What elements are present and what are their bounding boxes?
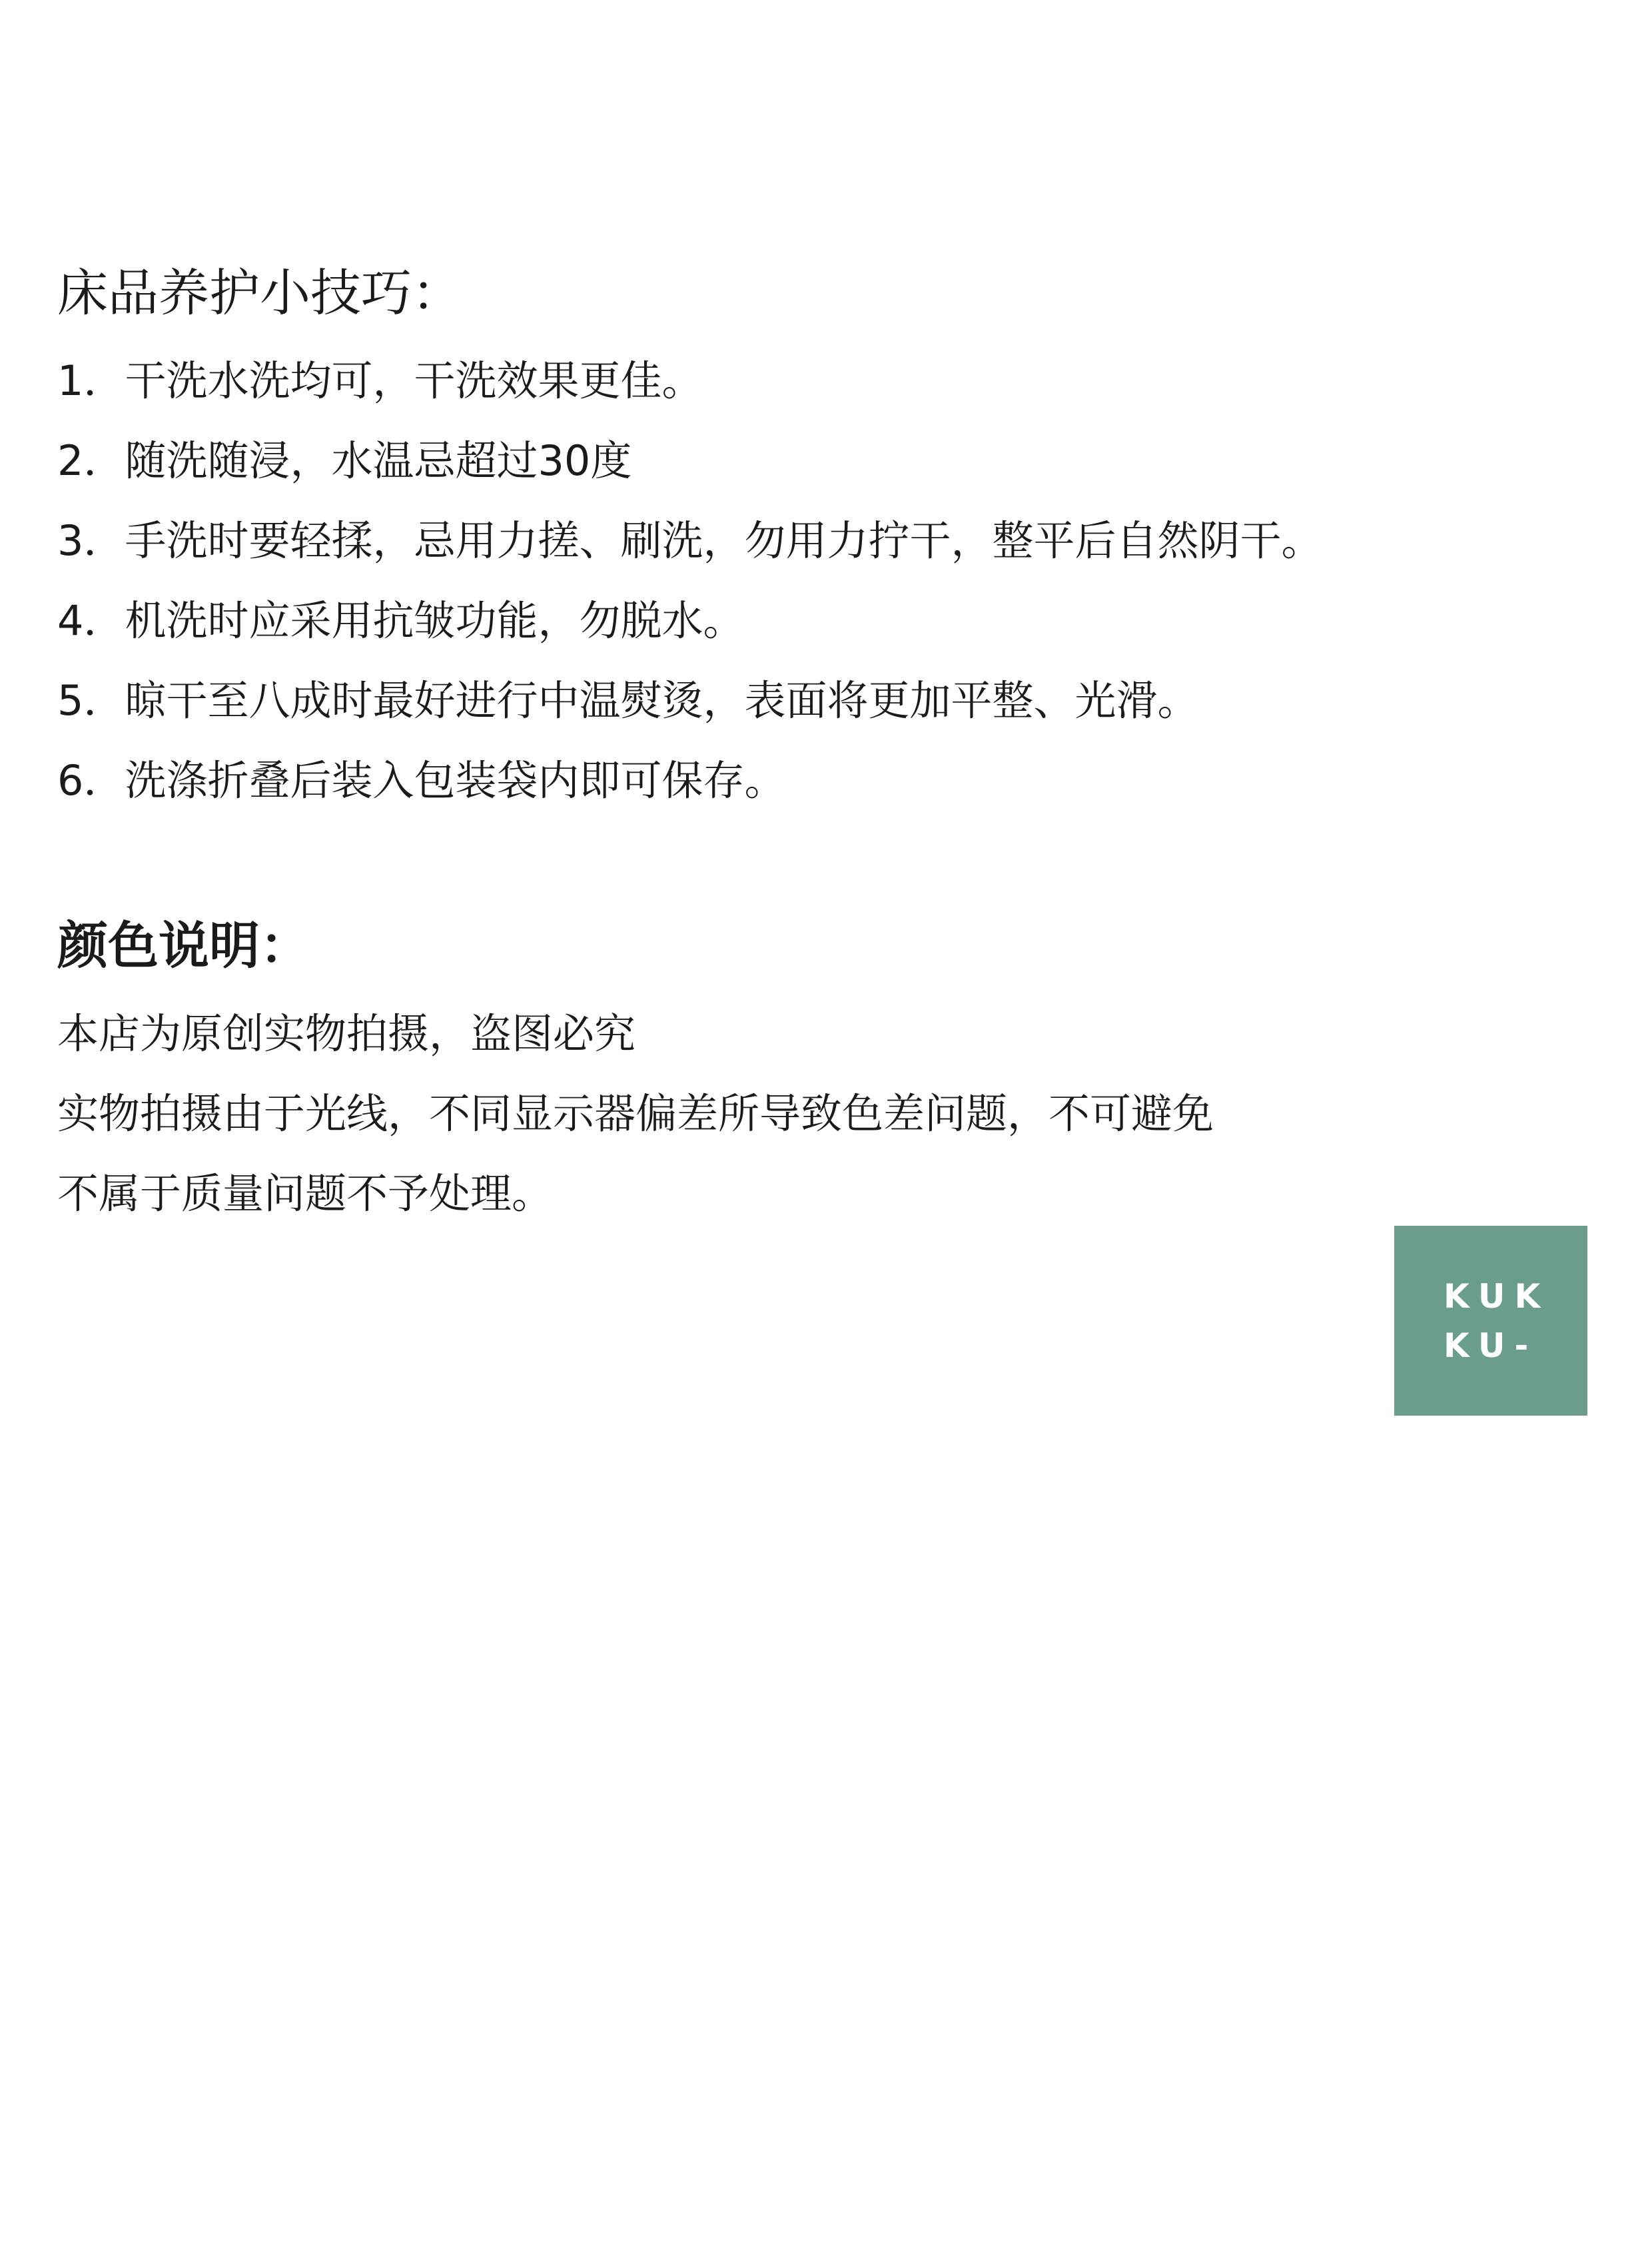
care-tip-item: 4．机洗时应采用抗皱功能，勿脱水。 (57, 596, 745, 645)
logo-line-1: KUK (1444, 1276, 1550, 1316)
color-note-line: 不属于质量问题不予处理。 (57, 1169, 554, 1218)
care-tips-section (57, 253, 1322, 821)
brand-logo (1394, 1226, 1587, 1416)
logo-line-2: KU- (1444, 1326, 1538, 1365)
care-tip-item: 1．干洗水洗均可，干洗效果更佳。 (57, 356, 703, 405)
color-note-section (57, 906, 1214, 1234)
care-tip-item: 2．随洗随浸，水温忌超过30度 (57, 436, 632, 485)
care-tips-title: 床品养护小技巧： (57, 263, 462, 322)
color-note-line: 本店为原创实物拍摄，盗图必究 (57, 1009, 636, 1058)
care-tip-item: 6．洗涤折叠后装入包装袋内即可保存。 (57, 756, 786, 805)
care-tip-item: 3．手洗时要轻揉，忌用力搓、刷洗，勿用力拧干，整平后自然阴干。 (57, 516, 1323, 565)
care-tip-item: 5．晾干至八成时最好进行中温熨烫，表面将更加平整、光滑。 (57, 676, 1199, 725)
color-note-line: 实物拍摄由于光线，不同显示器偏差所导致色差问题，不可避免 (57, 1089, 1214, 1138)
color-note-title: 颜色说明： (57, 916, 310, 975)
